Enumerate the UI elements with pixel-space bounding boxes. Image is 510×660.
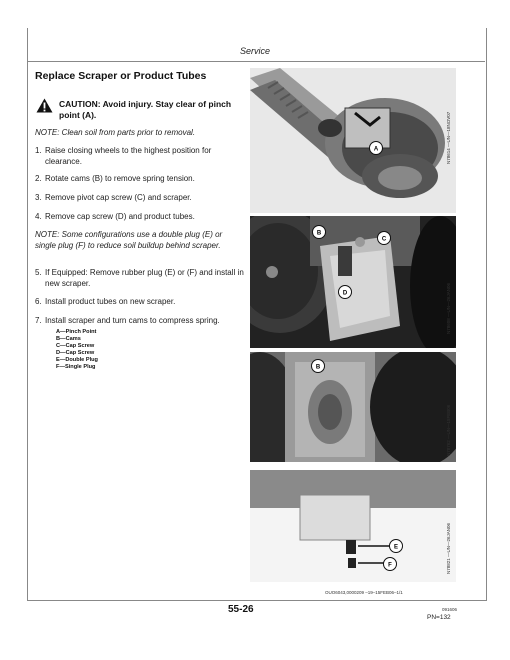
step-text: Install product tubes on new scraper. [45,297,176,306]
step-4 [35,212,245,224]
callout-c [376,230,392,246]
callout-label: B [315,364,321,371]
photo-code: N78608 —UN—26JAN06 [446,282,451,334]
step-text: Remove pivot cap screw (C) and scraper. [45,193,192,202]
date-code: 091606 [442,607,458,612]
legend-item: F—Single Plug [56,363,96,370]
callout-b [310,358,326,374]
callout-label: E [393,544,399,551]
callout-d [337,284,353,300]
photo-code: N78762 —UN—15FEB06 [446,404,451,456]
step-number: 4. [35,212,42,221]
callout-label: B [316,230,322,237]
step-text: Raise closing wheels to the highest position for clearance. [45,146,212,166]
legend-item: A—Pinch Point [56,329,97,335]
step-2 [35,174,245,186]
callout-legend [56,329,98,370]
callout-label: A [373,146,379,153]
header-divider [27,61,485,62]
callout-f [382,556,398,572]
callout-label: D [342,290,348,297]
legend-item: D—Cap Screw [56,349,95,356]
step-7 [35,316,245,328]
note-clean-soil: NOTE: Clean soil from parts prior to removal. [35,128,196,137]
step-text: Install scraper and turn cams to compress spring. [45,316,220,325]
step-1 [35,146,245,170]
page-number: 55-26 [228,604,254,615]
legend-item: B—Cams [56,335,81,342]
step-text: Remove cap screw (D) and product tubes. [45,212,195,221]
step-number: 3. [35,193,42,202]
callout-b [311,224,327,240]
step-number: 6. [35,297,42,306]
step-number: 2. [35,174,42,183]
photo-pinch-point [250,68,456,213]
document-code: OUO6043,0000209 –19–15FEB06–1/1 [325,590,403,595]
step-5 [35,268,245,292]
step-number: 5. [35,268,42,277]
callout-a [368,140,384,156]
legend-item: E—Double Plug [56,356,98,363]
page-title: Replace Scraper or Product Tubes [35,70,207,82]
pn-number: PN=132 [427,614,451,621]
photo-code: N78821 —UN—26JAN06 [446,522,451,574]
step-number: 1. [35,146,42,155]
photo-cams [250,352,456,462]
callout-label: C [381,236,387,243]
callout-label: F [388,562,392,569]
step-6 [35,297,245,309]
step-text: Rotate cams (B) to remove spring tension. [45,174,195,183]
step-3 [35,193,245,205]
caution-text: CAUTION: Avoid injury. Stay clear of pinch point (A). [59,99,232,120]
warning-icon [36,98,53,113]
callout-e [388,538,404,554]
photo-plugs [250,470,456,582]
photo-cams-cap-screws [250,216,456,348]
step-number: 7. [35,316,42,325]
step-text: If Equipped: Remove rubber plug (E) or (F) and install in new scraper. [45,268,244,288]
photo-code: N78614 —UN—18NOV07 [446,111,451,164]
note-plug-configurations: NOTE: Some configurations use a double plug (E) or single plug (F) to reduce soil buildup behind scraper. [35,230,223,250]
legend-item: C—Cap Screw [56,342,95,349]
section-header: Service [239,46,270,56]
